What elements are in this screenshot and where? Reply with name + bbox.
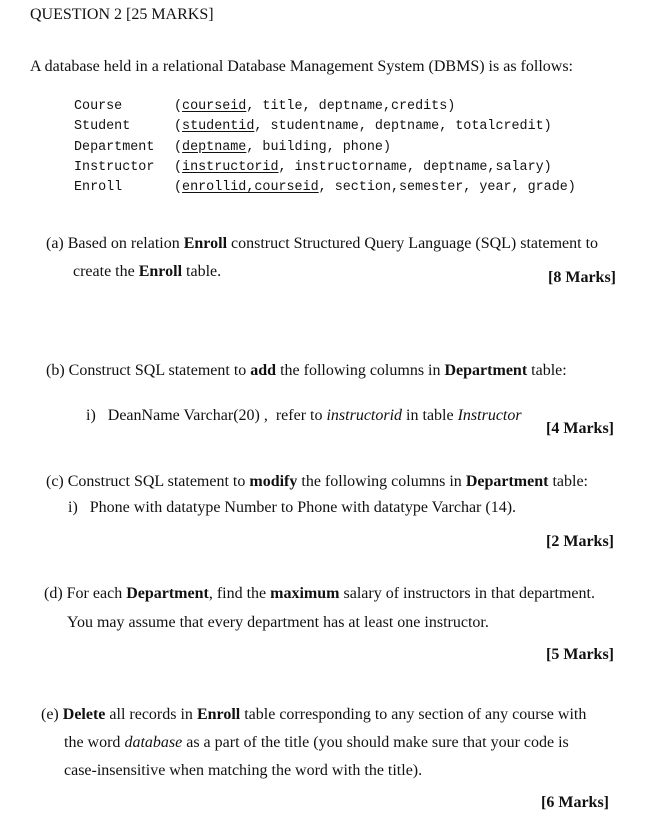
part-a-marks: [8 Marks] bbox=[548, 269, 616, 286]
primary-key: instructorid bbox=[182, 160, 279, 175]
part-d-marks: [5 Marks] bbox=[546, 646, 614, 663]
part-e-marks: [6 Marks] bbox=[541, 794, 609, 811]
part-b-item-1: i) DeanName Varchar(20) , refer to instructorid in table Instructor bbox=[86, 407, 522, 424]
relation-name: Enroll bbox=[74, 180, 123, 195]
question-title: QUESTION 2 [25 MARKS] bbox=[30, 6, 214, 23]
part-c-marks: [2 Marks] bbox=[546, 533, 614, 550]
relation-instructor: Instructor (instructorid, instructorname, deptname,salary) bbox=[74, 160, 552, 175]
relation-name: Department bbox=[74, 140, 155, 155]
part-e-line-1: (e) Delete all records in Enroll table corresponding to any section of any course with bbox=[41, 706, 587, 723]
part-e-line-3: case-insensitive when matching the word with the title). bbox=[64, 762, 423, 779]
relation-attributes: , instructorname, deptname,salary) bbox=[278, 160, 552, 175]
part-b-line-1: (b) Construct SQL statement to add the following columns in Department table: bbox=[46, 362, 567, 379]
part-d-line-1: (d) For each Department, find the maximum salary of instructors in that department. bbox=[44, 585, 595, 602]
relation-name: Instructor bbox=[74, 160, 155, 175]
relation-attributes: , section,semester, year, grade) bbox=[318, 180, 576, 195]
relation-attributes: , studentname, deptname, totalcredit) bbox=[254, 119, 552, 134]
primary-key: courseid bbox=[182, 99, 247, 114]
relation-attributes: , building, phone) bbox=[246, 140, 391, 155]
part-e-line-2: the word database as a part of the title (you should make sure that your code is bbox=[64, 734, 569, 751]
primary-key: studentid bbox=[182, 119, 255, 134]
part-b-marks: [4 Marks] bbox=[546, 420, 614, 437]
part-c-item-1: i) Phone with datatype Number to Phone with datatype Varchar (14). bbox=[68, 499, 517, 516]
part-c-line-1: (c) Construct SQL statement to modify the following columns in Department table: bbox=[46, 473, 588, 490]
relation-enroll: Enroll (enrollid,courseid, section,semester, year, grade) bbox=[74, 180, 576, 195]
relation-name: Student bbox=[74, 119, 131, 134]
part-a-line-1: (a) Based on relation Enroll construct Structured Query Language (SQL) statement to bbox=[46, 235, 599, 252]
relation-attributes: , title, deptname,credits) bbox=[246, 99, 456, 114]
primary-key: deptname bbox=[182, 140, 247, 155]
relation-course: Course (courseid, title, deptname,credits) bbox=[74, 99, 456, 114]
part-d-line-2: You may assume that every department has at least one instructor. bbox=[67, 614, 489, 631]
primary-key: enrollid,courseid bbox=[182, 180, 319, 195]
part-a-line-2: create the Enroll table. bbox=[73, 263, 222, 280]
relation-name: Course bbox=[74, 99, 123, 114]
question-intro: A database held in a relational Database Management System (DBMS) is as follows: bbox=[30, 58, 573, 75]
relation-department: Department (deptname, building, phone) bbox=[74, 140, 391, 155]
relation-student: Student (studentid, studentname, deptname, totalcredit) bbox=[74, 119, 552, 134]
